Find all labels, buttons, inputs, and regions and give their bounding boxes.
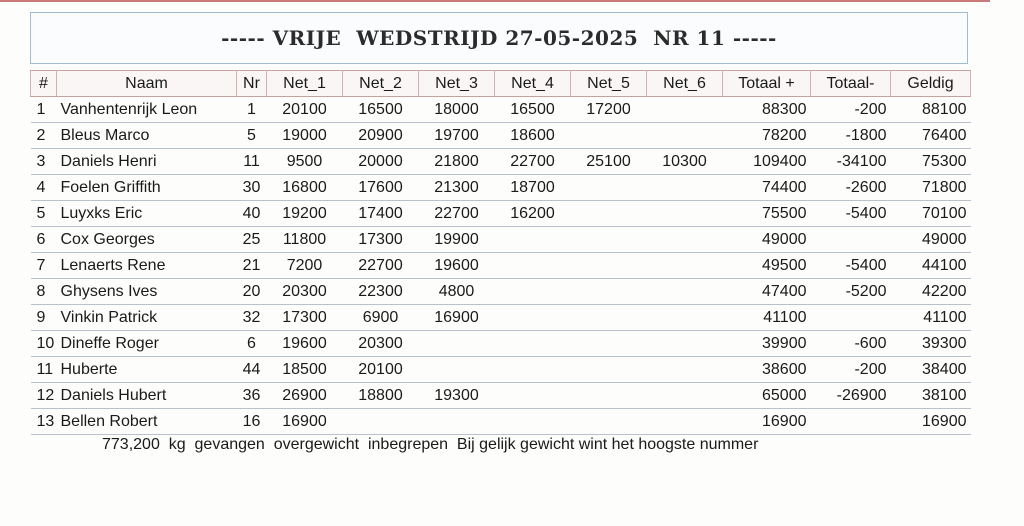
cell-totaal-min: -5400 (811, 253, 891, 279)
cell-pos: 6 (31, 227, 57, 253)
cell-net3: 19600 (419, 253, 495, 279)
cell-net2: 6900 (343, 305, 419, 331)
cell-net3: 21300 (419, 175, 495, 201)
cell-net4 (495, 305, 571, 331)
table-row (31, 227, 971, 253)
cell-pos: 2 (31, 123, 57, 149)
cell-net3: 22700 (419, 201, 495, 227)
cell-net4 (495, 253, 571, 279)
results-table (30, 70, 971, 435)
cell-naam: Bellen Robert (57, 409, 237, 435)
cell-totaal-min: -26900 (811, 383, 891, 409)
cell-nr: 32 (237, 305, 267, 331)
cell-net6 (647, 227, 723, 253)
cell-net3: 4800 (419, 279, 495, 305)
cell-pos: 1 (31, 97, 57, 123)
cell-net1: 20100 (267, 97, 343, 123)
cell-geldig: 88100 (891, 97, 971, 123)
cell-totaal-min: -200 (811, 357, 891, 383)
cell-net5 (571, 123, 647, 149)
cell-naam: Bleus Marco (57, 123, 237, 149)
cell-nr: 21 (237, 253, 267, 279)
cell-net4: 22700 (495, 149, 571, 175)
cell-net2: 16500 (343, 97, 419, 123)
cell-totaal-plus: 88300 (723, 97, 811, 123)
cell-net5 (571, 279, 647, 305)
cell-net6 (647, 201, 723, 227)
col-header-net2: Net_2 (343, 71, 419, 97)
cell-net6 (647, 279, 723, 305)
cell-geldig: 76400 (891, 123, 971, 149)
table-header-row (31, 71, 971, 97)
table-row (31, 201, 971, 227)
cell-net2: 17300 (343, 227, 419, 253)
cell-naam: Foelen Griffith (57, 175, 237, 201)
cell-geldig: 39300 (891, 331, 971, 357)
col-header-net4: Net_4 (495, 71, 571, 97)
cell-pos: 4 (31, 175, 57, 201)
col-header-geldig: Geldig (891, 71, 971, 97)
cell-net4: 16200 (495, 201, 571, 227)
cell-geldig: 75300 (891, 149, 971, 175)
cell-net3 (419, 357, 495, 383)
cell-totaal-plus: 16900 (723, 409, 811, 435)
cell-totaal-min (811, 227, 891, 253)
cell-net2: 22700 (343, 253, 419, 279)
table-row (31, 97, 971, 123)
col-header-nr: Nr (237, 71, 267, 97)
cell-net2: 22300 (343, 279, 419, 305)
cell-totaal-plus: 75500 (723, 201, 811, 227)
cell-net5 (571, 409, 647, 435)
cell-pos: 7 (31, 253, 57, 279)
cell-net6 (647, 175, 723, 201)
cell-nr: 36 (237, 383, 267, 409)
cell-net2: 20900 (343, 123, 419, 149)
cell-naam: Vanhentenrijk Leon (57, 97, 237, 123)
col-header-totaal-plus: Totaal + (723, 71, 811, 97)
cell-net3 (419, 409, 495, 435)
cell-totaal-min: -5200 (811, 279, 891, 305)
cell-net5 (571, 175, 647, 201)
cell-totaal-plus: 78200 (723, 123, 811, 149)
cell-totaal-plus: 47400 (723, 279, 811, 305)
cell-net6 (647, 409, 723, 435)
cell-net4 (495, 331, 571, 357)
cell-net2: 20300 (343, 331, 419, 357)
title-box (30, 12, 968, 64)
cell-pos: 10 (31, 331, 57, 357)
col-header-net1: Net_1 (267, 71, 343, 97)
cell-net1: 9500 (267, 149, 343, 175)
cell-nr: 40 (237, 201, 267, 227)
cell-net4: 16500 (495, 97, 571, 123)
table-body (31, 97, 971, 435)
cell-naam: Huberte (57, 357, 237, 383)
cell-net1: 19200 (267, 201, 343, 227)
cell-net3: 16900 (419, 305, 495, 331)
cell-net5: 25100 (571, 149, 647, 175)
cell-net6 (647, 383, 723, 409)
cell-totaal-plus: 41100 (723, 305, 811, 331)
cell-naam: Vinkin Patrick (57, 305, 237, 331)
cell-totaal-min: -2600 (811, 175, 891, 201)
cell-net5 (571, 227, 647, 253)
table-row (31, 357, 971, 383)
cell-net2: 17600 (343, 175, 419, 201)
cell-nr: 5 (237, 123, 267, 149)
cell-net1: 7200 (267, 253, 343, 279)
top-divider (0, 0, 990, 2)
cell-net6 (647, 253, 723, 279)
cell-naam: Ghysens Ives (57, 279, 237, 305)
table-row (31, 123, 971, 149)
cell-pos: 11 (31, 357, 57, 383)
cell-naam: Daniels Hubert (57, 383, 237, 409)
col-header-net3: Net_3 (419, 71, 495, 97)
cell-net1: 20300 (267, 279, 343, 305)
cell-net1: 16900 (267, 409, 343, 435)
cell-nr: 20 (237, 279, 267, 305)
cell-totaal-plus: 74400 (723, 175, 811, 201)
cell-totaal-min (811, 305, 891, 331)
cell-net1: 16800 (267, 175, 343, 201)
cell-net1: 26900 (267, 383, 343, 409)
cell-geldig: 41100 (891, 305, 971, 331)
cell-net6 (647, 305, 723, 331)
cell-net4 (495, 383, 571, 409)
cell-totaal-plus: 65000 (723, 383, 811, 409)
cell-geldig: 70100 (891, 201, 971, 227)
cell-net3: 21800 (419, 149, 495, 175)
cell-net5 (571, 383, 647, 409)
cell-net4 (495, 409, 571, 435)
cell-geldig: 71800 (891, 175, 971, 201)
table-row (31, 383, 971, 409)
col-header-pos: # (31, 71, 57, 97)
cell-totaal-min: -200 (811, 97, 891, 123)
cell-totaal-plus: 39900 (723, 331, 811, 357)
cell-net4: 18700 (495, 175, 571, 201)
cell-net4 (495, 227, 571, 253)
col-header-totaal-min: Totaal- (811, 71, 891, 97)
col-header-naam: Naam (57, 71, 237, 97)
cell-geldig: 16900 (891, 409, 971, 435)
cell-nr: 44 (237, 357, 267, 383)
cell-net2: 20000 (343, 149, 419, 175)
cell-pos: 8 (31, 279, 57, 305)
cell-net6: 10300 (647, 149, 723, 175)
cell-net1: 19600 (267, 331, 343, 357)
cell-naam: Lenaerts Rene (57, 253, 237, 279)
cell-net5 (571, 201, 647, 227)
cell-geldig: 38100 (891, 383, 971, 409)
cell-pos: 5 (31, 201, 57, 227)
cell-totaal-plus: 49000 (723, 227, 811, 253)
cell-net6 (647, 331, 723, 357)
cell-totaal-min (811, 409, 891, 435)
cell-net1: 19000 (267, 123, 343, 149)
cell-nr: 16 (237, 409, 267, 435)
cell-net3 (419, 331, 495, 357)
cell-totaal-plus: 38600 (723, 357, 811, 383)
cell-net6 (647, 123, 723, 149)
cell-net2: 20100 (343, 357, 419, 383)
cell-net5: 17200 (571, 97, 647, 123)
cell-net3: 18000 (419, 97, 495, 123)
cell-net3: 19900 (419, 227, 495, 253)
table-row (31, 305, 971, 331)
page-title: ----- VRIJE WEDSTRIJD 27-05-2025 NR 11 ----- (221, 26, 777, 50)
cell-totaal-min: -1800 (811, 123, 891, 149)
cell-net2 (343, 409, 419, 435)
cell-net5 (571, 305, 647, 331)
cell-totaal-plus: 109400 (723, 149, 811, 175)
table-row (31, 331, 971, 357)
cell-pos: 3 (31, 149, 57, 175)
cell-totaal-plus: 49500 (723, 253, 811, 279)
cell-nr: 1 (237, 97, 267, 123)
cell-nr: 6 (237, 331, 267, 357)
cell-naam: Daniels Henri (57, 149, 237, 175)
cell-geldig: 49000 (891, 227, 971, 253)
cell-pos: 12 (31, 383, 57, 409)
cell-net3: 19300 (419, 383, 495, 409)
cell-net4 (495, 357, 571, 383)
cell-net3: 19700 (419, 123, 495, 149)
cell-net5 (571, 253, 647, 279)
cell-totaal-min: -5400 (811, 201, 891, 227)
cell-net2: 17400 (343, 201, 419, 227)
cell-pos: 13 (31, 409, 57, 435)
cell-net5 (571, 357, 647, 383)
cell-net4 (495, 279, 571, 305)
col-header-net5: Net_5 (571, 71, 647, 97)
cell-net1: 17300 (267, 305, 343, 331)
cell-net5 (571, 331, 647, 357)
cell-totaal-min: -34100 (811, 149, 891, 175)
cell-nr: 30 (237, 175, 267, 201)
cell-nr: 11 (237, 149, 267, 175)
cell-net6 (647, 97, 723, 123)
cell-net1: 11800 (267, 227, 343, 253)
cell-naam: Dineffe Roger (57, 331, 237, 357)
col-header-net6: Net_6 (647, 71, 723, 97)
table-row (31, 409, 971, 435)
table-row (31, 175, 971, 201)
cell-naam: Cox Georges (57, 227, 237, 253)
cell-net6 (647, 357, 723, 383)
cell-naam: Luyxks Eric (57, 201, 237, 227)
cell-net2: 18800 (343, 383, 419, 409)
cell-totaal-min: -600 (811, 331, 891, 357)
cell-pos: 9 (31, 305, 57, 331)
table-row (31, 149, 971, 175)
cell-net1: 18500 (267, 357, 343, 383)
table-row (31, 253, 971, 279)
cell-geldig: 44100 (891, 253, 971, 279)
table-row (31, 279, 971, 305)
cell-net4: 18600 (495, 123, 571, 149)
cell-geldig: 38400 (891, 357, 971, 383)
cell-nr: 25 (237, 227, 267, 253)
footnote: 773,200 kg gevangen overgewicht inbegrepen Bij gelijk gewicht wint het hoogste nummer (102, 436, 759, 453)
cell-geldig: 42200 (891, 279, 971, 305)
